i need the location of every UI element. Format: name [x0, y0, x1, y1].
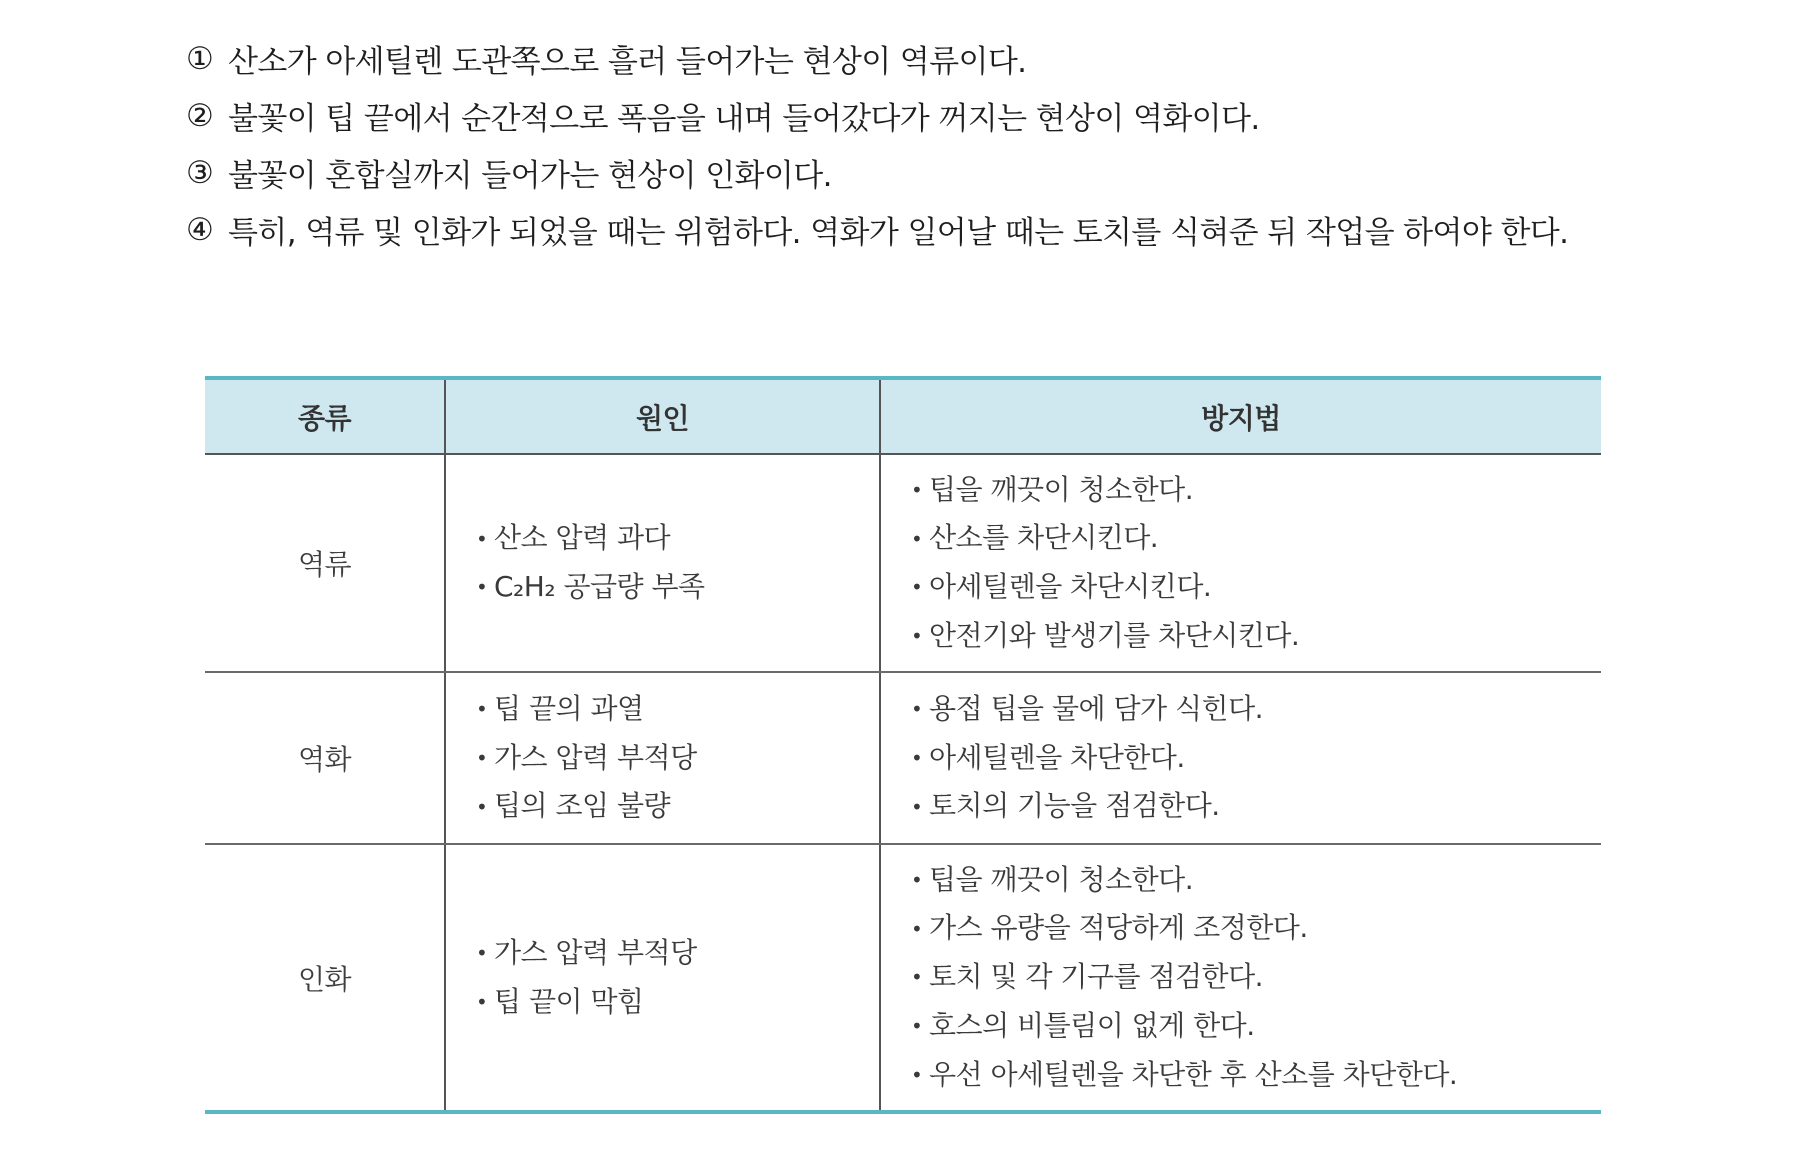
cause-text: 산소 압력 과다	[494, 521, 671, 555]
table-row	[205, 672, 1601, 844]
bullet-icon: •	[911, 526, 923, 551]
prevention-text: 호스의 비틀림이 없게 한다.	[929, 1008, 1255, 1042]
cause-list	[476, 685, 878, 831]
option-number: ②	[186, 97, 214, 134]
list-item	[476, 782, 878, 831]
explanation-table-container	[205, 376, 1601, 1114]
prevention-cell	[880, 844, 1601, 1112]
explanation-table	[205, 376, 1601, 1114]
cause-text: 가스 압력 부적당	[494, 740, 697, 774]
cause-list	[476, 929, 878, 1027]
kind-cell: 역화	[205, 672, 445, 844]
bullet-icon: •	[476, 941, 488, 965]
option-text: 불꽃이 혼합실까지 들어가는 현상이 인화이다.	[228, 158, 832, 194]
list-item	[911, 1051, 1600, 1100]
prevention-text: 토치의 기능을 점검한다.	[929, 789, 1220, 823]
bullet-icon: •	[911, 477, 923, 502]
cause-cell	[445, 454, 880, 672]
list-item	[911, 685, 1600, 734]
option-4[interactable]	[186, 201, 1686, 258]
option-3[interactable]	[186, 144, 1686, 201]
bullet-icon: •	[911, 1062, 923, 1087]
list-item	[476, 563, 878, 612]
answer-options	[186, 30, 1686, 258]
list-item	[911, 1002, 1600, 1051]
prevention-text: 팁을 깨끗이 청소한다.	[929, 472, 1194, 506]
option-text: 산소가 아세틸렌 도관쪽으로 흘러 들어가는 현상이 역류이다.	[228, 44, 1027, 80]
option-text: 특히, 역류 및 인화가 되었을 때는 위험하다. 역화가 일어날 때는 토치를 식혀준 뒤 작업을 하여야 한다.	[228, 215, 1569, 251]
prevention-cell	[880, 672, 1601, 844]
list-item	[911, 856, 1600, 905]
prevention-text: 가스 유량을 적당하게 조정한다.	[929, 911, 1308, 945]
bullet-icon: •	[911, 867, 923, 892]
prevention-text: 산소를 차단시킨다.	[929, 521, 1159, 555]
bullet-icon: •	[911, 745, 923, 770]
list-item	[476, 514, 878, 563]
cause-text: 팁 끝이 막힘	[494, 984, 644, 1018]
prevention-text: 우선 아세틸렌을 차단한 후 산소를 차단한다.	[929, 1057, 1458, 1091]
bullet-icon: •	[476, 989, 488, 1014]
bullet-icon: •	[476, 745, 488, 770]
prevention-text: 안전기와 발생기를 차단시킨다.	[929, 618, 1300, 652]
cause-text: 팁 끝의 과열	[494, 691, 644, 725]
cause-text: 가스 압력 부적당	[494, 935, 697, 969]
header-prevention: 방지법	[880, 378, 1601, 454]
prevention-list	[911, 685, 1600, 831]
cause-list	[476, 514, 878, 612]
list-item	[476, 978, 878, 1027]
list-item	[476, 734, 878, 783]
bullet-icon: •	[911, 1014, 923, 1039]
prevention-text: 아세틸렌을 차단한다.	[929, 740, 1185, 774]
bullet-icon: •	[476, 575, 488, 600]
header-cause: 원인	[445, 378, 880, 454]
bullet-icon: •	[911, 575, 923, 600]
cause-cell	[445, 672, 880, 844]
bullet-icon: •	[476, 697, 488, 722]
option-number: ④	[186, 211, 214, 248]
list-item	[911, 612, 1600, 661]
prevention-list	[911, 466, 1600, 661]
prevention-text: 아세틸렌을 차단시킨다.	[929, 570, 1212, 603]
table-row	[205, 844, 1601, 1112]
table-row	[205, 454, 1601, 672]
bullet-icon: •	[476, 526, 488, 551]
option-2[interactable]	[186, 87, 1686, 144]
list-item	[911, 466, 1600, 515]
list-item	[911, 782, 1600, 831]
option-text: 불꽃이 팁 끝에서 순간적으로 폭음을 내며 들어갔다가 꺼지는 현상이 역화이다.	[228, 101, 1260, 137]
cause-text: 팁의 조임 불량	[494, 789, 671, 823]
cause-text: C₂H₂ 공급량 부족	[494, 570, 705, 603]
bullet-icon: •	[911, 965, 923, 990]
prevention-text: 팁을 깨끗이 청소한다.	[929, 862, 1194, 896]
kind-cell: 역류	[205, 454, 445, 672]
header-kind: 종류	[205, 378, 445, 454]
prevention-cell	[880, 454, 1601, 672]
option-number: ③	[186, 154, 214, 191]
option-number: ①	[186, 40, 214, 77]
table-header-row	[205, 378, 1601, 454]
list-item	[911, 514, 1600, 563]
list-item	[911, 734, 1600, 783]
cause-cell	[445, 844, 880, 1112]
bullet-icon: •	[911, 794, 923, 819]
list-item	[911, 904, 1600, 953]
prevention-text: 토치 및 각 기구를 점검한다.	[929, 960, 1264, 994]
bullet-icon: •	[911, 697, 923, 722]
list-item	[911, 563, 1600, 612]
list-item	[911, 953, 1600, 1002]
kind-cell: 인화	[205, 844, 445, 1112]
list-item	[476, 929, 878, 978]
option-1[interactable]	[186, 30, 1686, 87]
bullet-icon: •	[911, 916, 923, 941]
prevention-list	[911, 856, 1600, 1100]
prevention-text: 용접 팁을 물에 담가 식힌다.	[929, 691, 1264, 725]
bullet-icon: •	[911, 624, 923, 648]
list-item	[476, 685, 878, 734]
bullet-icon: •	[476, 794, 488, 819]
